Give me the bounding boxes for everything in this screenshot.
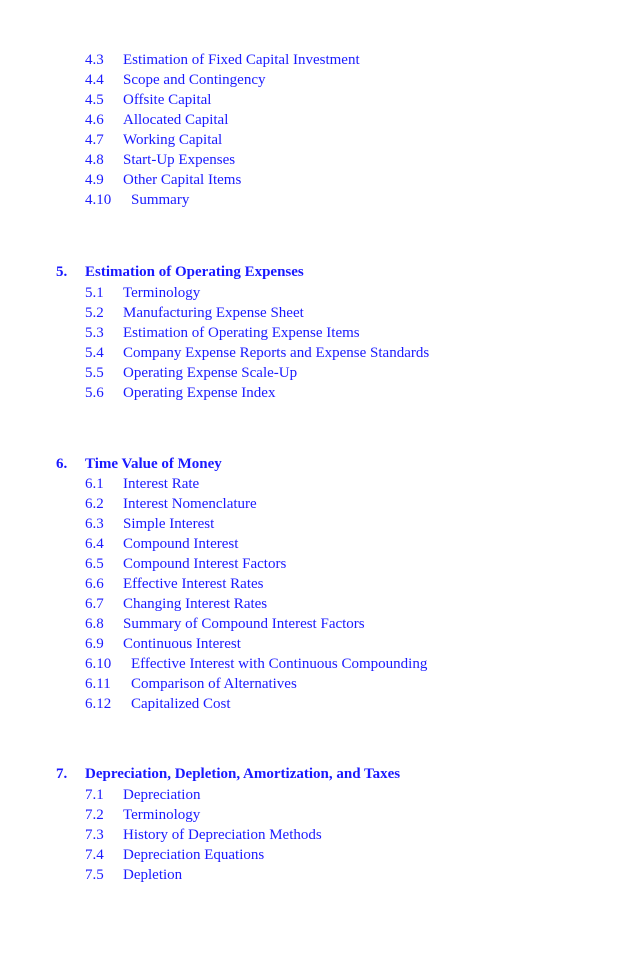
toc-entry-title: Interest Nomenclature: [123, 496, 257, 512]
toc-entry-number: 6.7: [85, 596, 104, 612]
toc-chapter-7[interactable]: [56, 764, 400, 784]
toc-entry-number: 4.7: [85, 132, 104, 148]
toc-entry-number: 6.11: [85, 676, 111, 692]
toc-entry-7-4[interactable]: [85, 845, 264, 865]
toc-entry-4-7[interactable]: [85, 130, 222, 150]
toc-entry-number: 5.3: [85, 325, 104, 341]
toc-entry-number: 6.2: [85, 496, 104, 512]
toc-entry-title: Depletion: [123, 867, 183, 883]
toc-entry-number: 6.8: [85, 616, 104, 632]
toc-entry-title: Compound Interest: [123, 536, 239, 552]
toc-entry-title: Effective Interest Rates: [123, 576, 264, 592]
toc-entry-number: 6.6: [85, 576, 104, 592]
toc-entry-6-5[interactable]: [85, 554, 286, 574]
toc-chapter-title: Time Value of Money: [85, 456, 222, 472]
toc-entry-number: 4.4: [85, 72, 104, 88]
toc-entry-4-5[interactable]: [85, 90, 211, 110]
toc-entry-title: Terminology: [123, 807, 201, 823]
toc-entry-title: Estimation of Fixed Capital Investment: [123, 52, 360, 68]
toc-entry-number: 7.3: [85, 827, 104, 843]
toc-entry-number: 6.3: [85, 516, 104, 532]
toc-entry-number: 5.4: [85, 345, 104, 361]
toc-entry-title: Continuous Interest: [123, 636, 241, 652]
toc-entry-title: Offsite Capital: [123, 92, 212, 108]
toc-chapter-number: 5.: [56, 264, 68, 280]
toc-entry-4-9[interactable]: [85, 170, 241, 190]
toc-entry-title: Depreciation: [123, 787, 201, 803]
toc-entry-number: 7.2: [85, 807, 104, 823]
toc-entry-title: Depreciation Equations: [123, 847, 265, 863]
toc-entry-title: Summary: [131, 192, 190, 208]
toc-chapter-number: 7.: [56, 766, 68, 782]
toc-entry-number: 4.8: [85, 152, 104, 168]
toc-entry-4-8[interactable]: [85, 150, 235, 170]
toc-entry-title: Terminology: [123, 285, 201, 301]
toc-entry-number: 6.4: [85, 536, 104, 552]
toc-entry-number: 4.9: [85, 172, 104, 188]
toc-entry-6-8[interactable]: [85, 614, 365, 634]
toc-entry-6-3[interactable]: [85, 514, 214, 534]
toc-entry-6-6[interactable]: [85, 574, 264, 594]
toc-entry-number: 5.2: [85, 305, 104, 321]
toc-entry-number: 6.1: [85, 476, 104, 492]
toc-chapter-6[interactable]: [56, 454, 222, 474]
toc-entry-title: Simple Interest: [123, 516, 215, 532]
toc-entry-number: 7.4: [85, 847, 104, 863]
toc-entry-6-4[interactable]: [85, 534, 238, 554]
toc-entry-4-4[interactable]: [85, 70, 265, 90]
toc-entry-4-6[interactable]: [85, 110, 228, 130]
toc-entry-4-3[interactable]: [85, 50, 360, 70]
toc-entry-number: 4.10: [85, 192, 112, 208]
toc-entry-5-4[interactable]: [85, 343, 429, 363]
toc-entry-6-10[interactable]: [85, 654, 427, 674]
toc-entry-7-2[interactable]: [85, 805, 200, 825]
toc-entry-number: 4.6: [85, 112, 104, 128]
toc-entry-6-9[interactable]: [85, 634, 241, 654]
toc-entry-title: Comparison of Alternatives: [131, 676, 297, 692]
toc-entry-5-2[interactable]: [85, 303, 304, 323]
toc-entry-title: Compound Interest Factors: [123, 556, 287, 572]
toc-entry-title: History of Depreciation Methods: [123, 827, 322, 843]
toc-entry-number: 4.5: [85, 92, 104, 108]
toc-entry-title: Start-Up Expenses: [123, 152, 236, 168]
toc-chapter-title: Depreciation, Depletion, Amortization, and Taxes: [85, 766, 401, 782]
toc-entry-title: Working Capital: [123, 132, 223, 148]
toc-entry-6-7[interactable]: [85, 594, 267, 614]
toc-chapter-number: 6.: [56, 456, 68, 472]
toc-entry-4-10[interactable]: [85, 190, 189, 210]
toc-chapter-title: Estimation of Operating Expenses: [85, 264, 304, 280]
toc-entry-5-5[interactable]: [85, 363, 297, 383]
toc-entry-6-1[interactable]: [85, 474, 199, 494]
toc-entry-6-11[interactable]: [85, 674, 297, 694]
toc-entry-number: 7.5: [85, 867, 104, 883]
toc-entry-title: Operating Expense Index: [123, 385, 276, 401]
toc-entry-title: Company Expense Reports and Expense Standards: [123, 345, 430, 361]
toc-entry-title: Effective Interest with Continuous Compounding: [131, 656, 428, 672]
toc-entry-number: 5.5: [85, 365, 104, 381]
toc-entry-5-3[interactable]: [85, 323, 360, 343]
toc-entry-6-12[interactable]: [85, 694, 231, 714]
toc-entry-5-6[interactable]: [85, 383, 275, 403]
toc-entry-title: Scope and Contingency: [123, 72, 266, 88]
toc-entry-6-2[interactable]: [85, 494, 257, 514]
toc-entry-number: 5.1: [85, 285, 104, 301]
toc-entry-title: Summary of Compound Interest Factors: [123, 616, 365, 632]
toc-entry-7-1[interactable]: [85, 785, 200, 805]
toc-entry-number: 6.5: [85, 556, 104, 572]
toc-entry-title: Interest Rate: [123, 476, 200, 492]
toc-entry-number: 4.3: [85, 52, 104, 68]
toc-entry-title: Capitalized Cost: [131, 696, 231, 712]
toc-entry-number: 6.9: [85, 636, 104, 652]
toc-entry-title: Estimation of Operating Expense Items: [123, 325, 360, 341]
toc-entry-number: 6.10: [85, 656, 112, 672]
toc-entry-7-5[interactable]: [85, 865, 182, 885]
toc-entry-title: Operating Expense Scale-Up: [123, 365, 298, 381]
toc-entry-number: 6.12: [85, 696, 112, 712]
toc-entry-title: Changing Interest Rates: [123, 596, 268, 612]
toc-entry-number: 7.1: [85, 787, 104, 803]
toc-entry-title: Other Capital Items: [123, 172, 242, 188]
toc-entry-number: 5.6: [85, 385, 104, 401]
toc-chapter-5[interactable]: [56, 262, 304, 282]
toc-entry-5-1[interactable]: [85, 283, 200, 303]
toc-entry-title: Manufacturing Expense Sheet: [123, 305, 304, 321]
toc-entry-7-3[interactable]: [85, 825, 322, 845]
toc-entry-title: Allocated Capital: [123, 112, 229, 128]
